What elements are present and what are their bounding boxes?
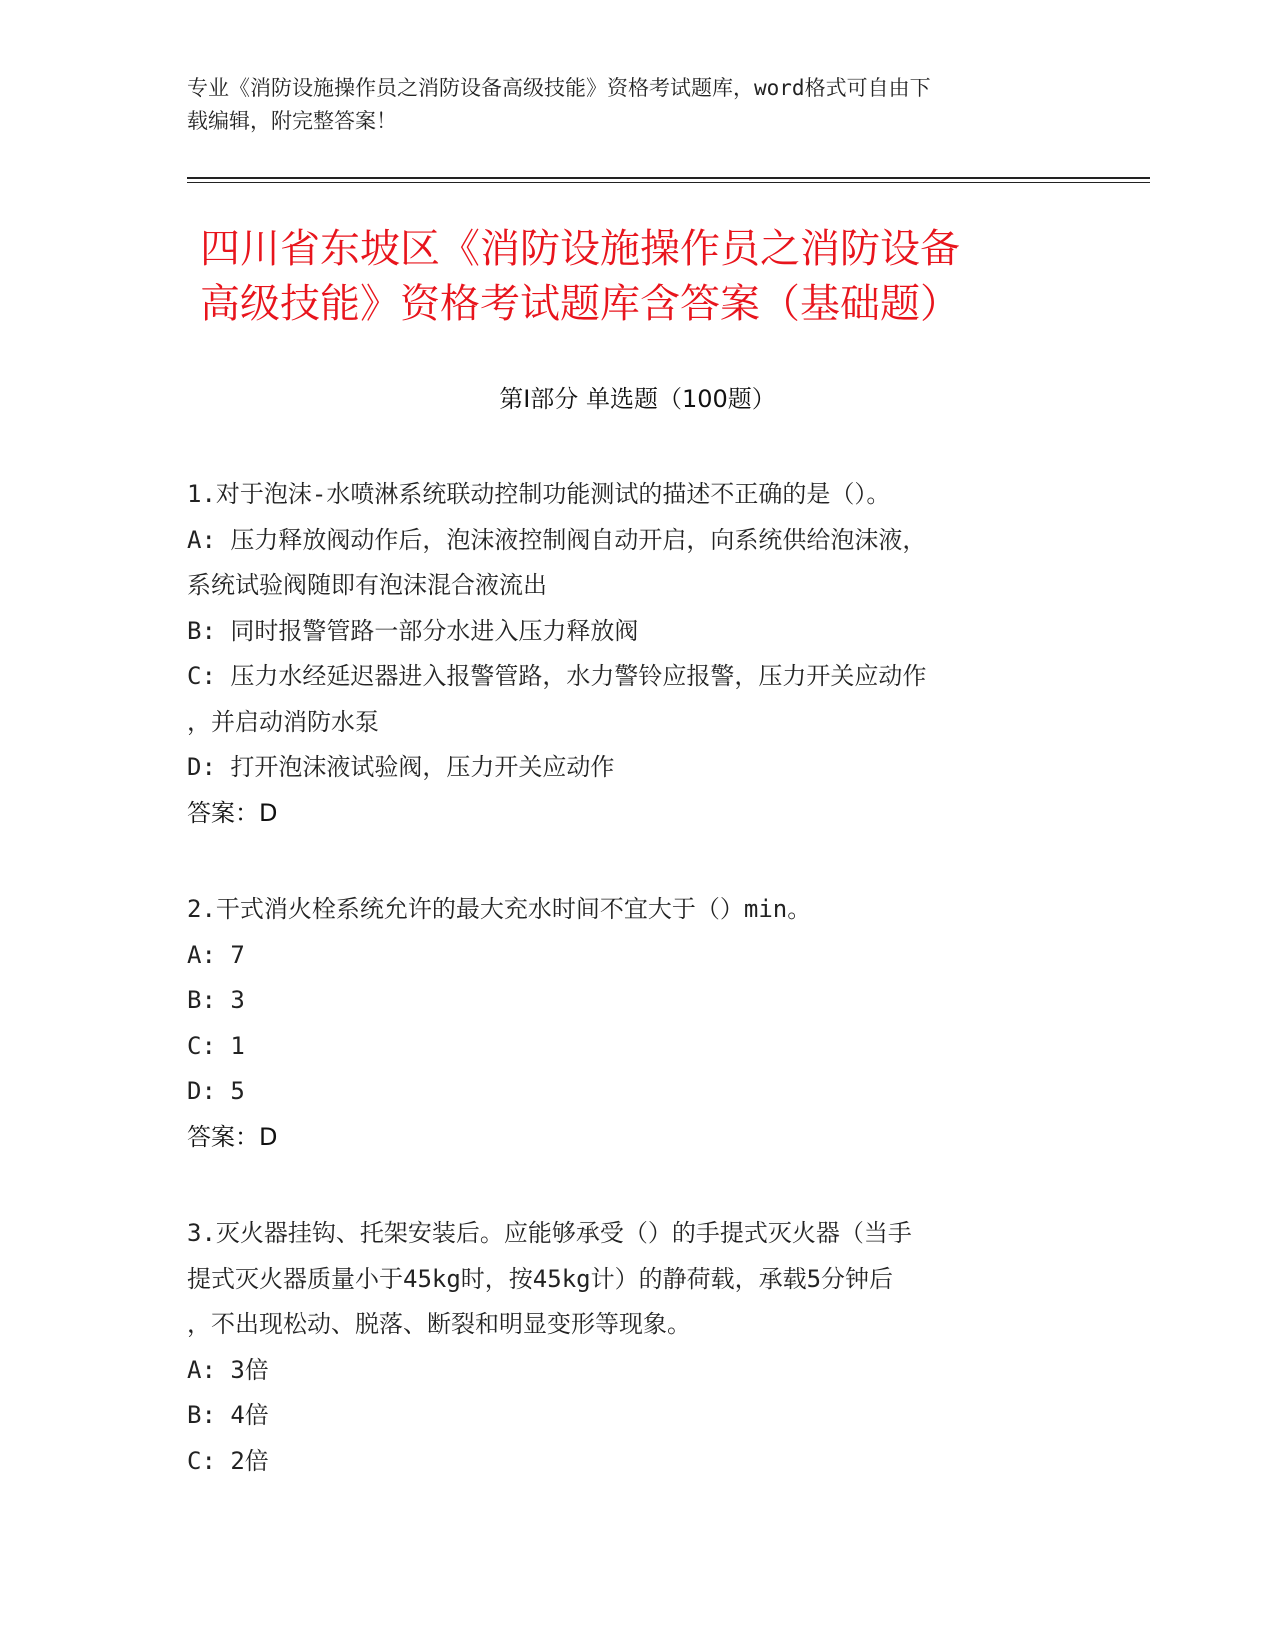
answer-line: 答案：D xyxy=(187,1122,278,1151)
title-line: 高级技能》资格考试题库含答案（基础题） xyxy=(200,281,960,327)
question-stem: 提式灭火器质量小于45kg时，按45kg计）的静荷载，承载5分钟后 xyxy=(187,1264,894,1293)
title-line: 四川省东坡区《消防设施操作员之消防设备 xyxy=(200,226,960,272)
question-list xyxy=(187,472,1067,1535)
option-line: A: 7 xyxy=(187,940,245,969)
header-note xyxy=(187,72,1067,138)
option-line: B: 同时报警管路一部分水进入压力释放阀 xyxy=(187,616,639,645)
question-item xyxy=(187,887,1067,1160)
option-line: D: 打开泡沫液试验阀，压力开关应动作 xyxy=(187,753,615,781)
header-note-line: 载编辑，附完整答案！ xyxy=(187,109,397,133)
question-stem: 2.干式消火栓系统允许的最大充水时间不宜大于（）min。 xyxy=(187,895,812,923)
header-divider-thin xyxy=(187,182,1150,183)
option-line: 系统试验阀随即有泡沫混合液流出 xyxy=(187,571,547,599)
option-line: A: 3倍 xyxy=(187,1355,269,1384)
question-item xyxy=(187,1211,1067,1484)
section-heading: 第Ⅰ部分 单选题（100题） xyxy=(499,385,776,413)
option-line: B: 4倍 xyxy=(187,1401,269,1429)
option-line: ，并启动消防水泵 xyxy=(187,707,379,736)
header-divider xyxy=(187,177,1150,179)
option-line: A: 压力释放阀动作后，泡沫液控制阀自动开启，向系统供给泡沫液， xyxy=(187,525,927,554)
option-line: B: 3 xyxy=(187,986,245,1014)
answer-line: 答案：D xyxy=(187,798,278,827)
question-item xyxy=(187,472,1067,836)
document-title xyxy=(200,222,1100,332)
option-line: C: 1 xyxy=(187,1031,245,1060)
option-line: C: 压力水经延迟器进入报警管路，水力警铃应报警，压力开关应动作 xyxy=(187,662,927,690)
option-line: C: 2倍 xyxy=(187,1446,269,1475)
header-note-line: 专业《消防设施操作员之消防设备高级技能》资格考试题库，word格式可自由下 xyxy=(187,76,931,100)
question-stem: 3.灭火器挂钩、托架安装后。应能够承受（）的手提式灭火器（当手 xyxy=(187,1219,912,1247)
option-line: D: 5 xyxy=(187,1077,245,1105)
question-stem: 1.对于泡沫-水喷淋系统联动控制功能测试的描述不正确的是（）。 xyxy=(187,480,891,508)
question-stem: ，不出现松动、脱落、断裂和明显变形等现象。 xyxy=(187,1310,691,1338)
